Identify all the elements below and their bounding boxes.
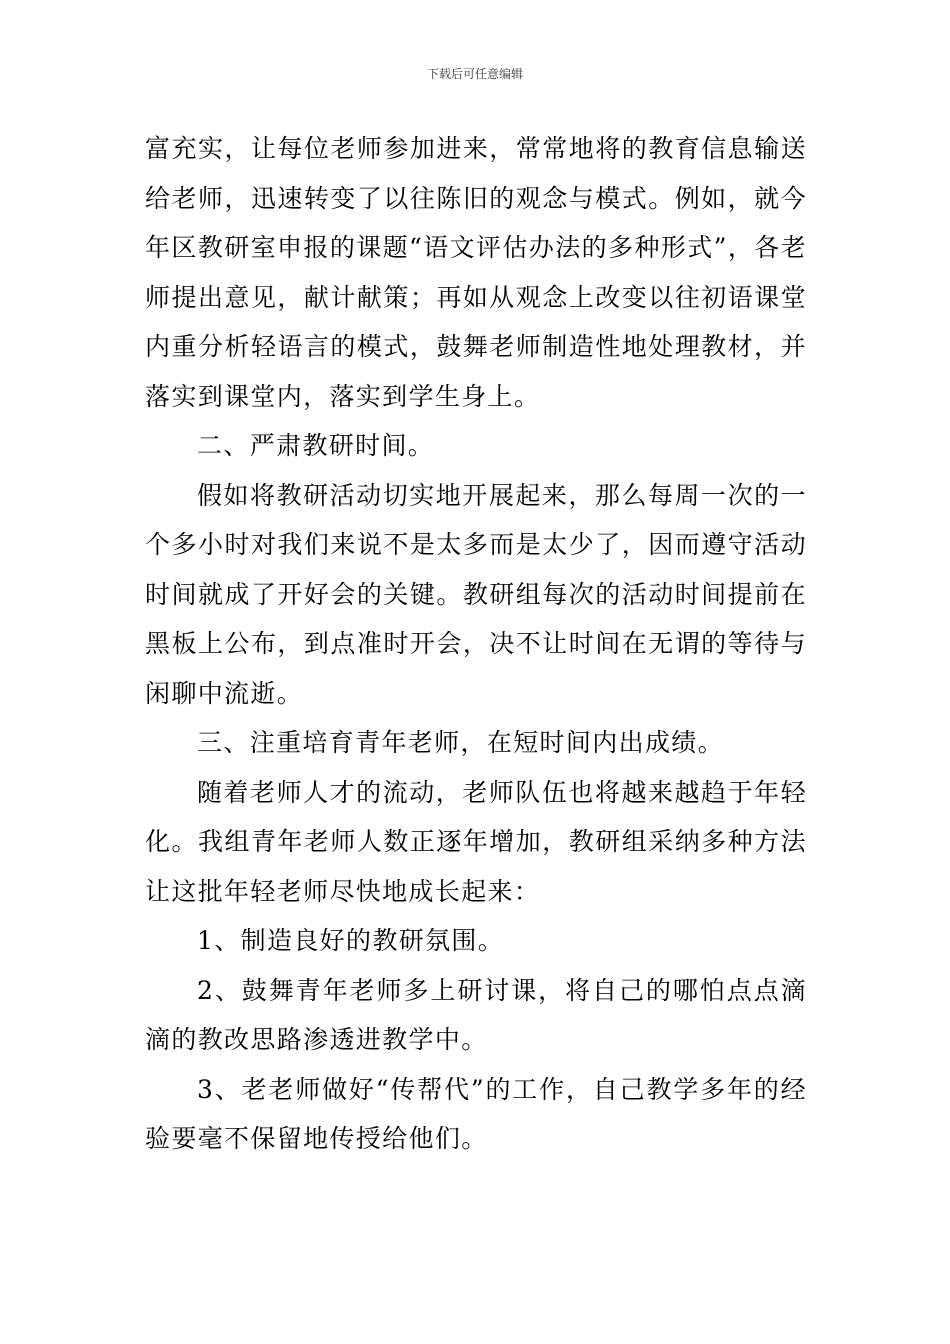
list-item-3: 3、老老师做好“传帮代”的工作，自己教学多年的经验要毫不保留地传授给他们。 xyxy=(145,1074,807,1153)
document-body xyxy=(145,124,807,1164)
section-heading-3: 三、注重培育青年老师，在短时间内出成绩。 xyxy=(197,728,725,757)
paragraph-continuation: 富充实，让每位老师参加进来，常常地将的教育信息输送给老师，迅速转变了以往陈旧的观念与模式。例如，就今年区教研室申报的课题“语文评估办法的多种形式”，各老师提出意见，献计献策；再如从观念上改变以往初语课堂内重分析轻语言的模式，鼓舞老师制造性地处理教材，并落实到课堂内，落实到学生身上。 xyxy=(145,134,807,411)
section-heading-2: 二、严肃教研时间。 xyxy=(197,431,435,460)
list-item-2: 2、鼓舞青年老师多上研讨课，将自己的哪怕点点滴滴的教改思路渗透进教学中。 xyxy=(145,975,807,1054)
paragraph-young-teachers: 随着老师人才的流动，老师队伍也将越来越趋于年轻化。我组青年老师人数正逐年增加，教研组采纳多种方法让这批年轻老师尽快地成长起来： xyxy=(145,777,807,906)
paragraph-research-time: 假如将教研活动切实地开展起来，那么每周一次的一个多小时对我们来说不是太多而是太少了，因而遵守活动时间就成了开好会的关键。教研组每次的活动时间提前在黑板上公布，到点准时开会，决不让时间在无谓的等待与闲聊中流逝。 xyxy=(145,480,807,708)
list-item-1: 1、制造良好的教研氛围。 xyxy=(197,926,505,955)
page-header-note: 下载后可任意编辑 xyxy=(426,67,523,81)
